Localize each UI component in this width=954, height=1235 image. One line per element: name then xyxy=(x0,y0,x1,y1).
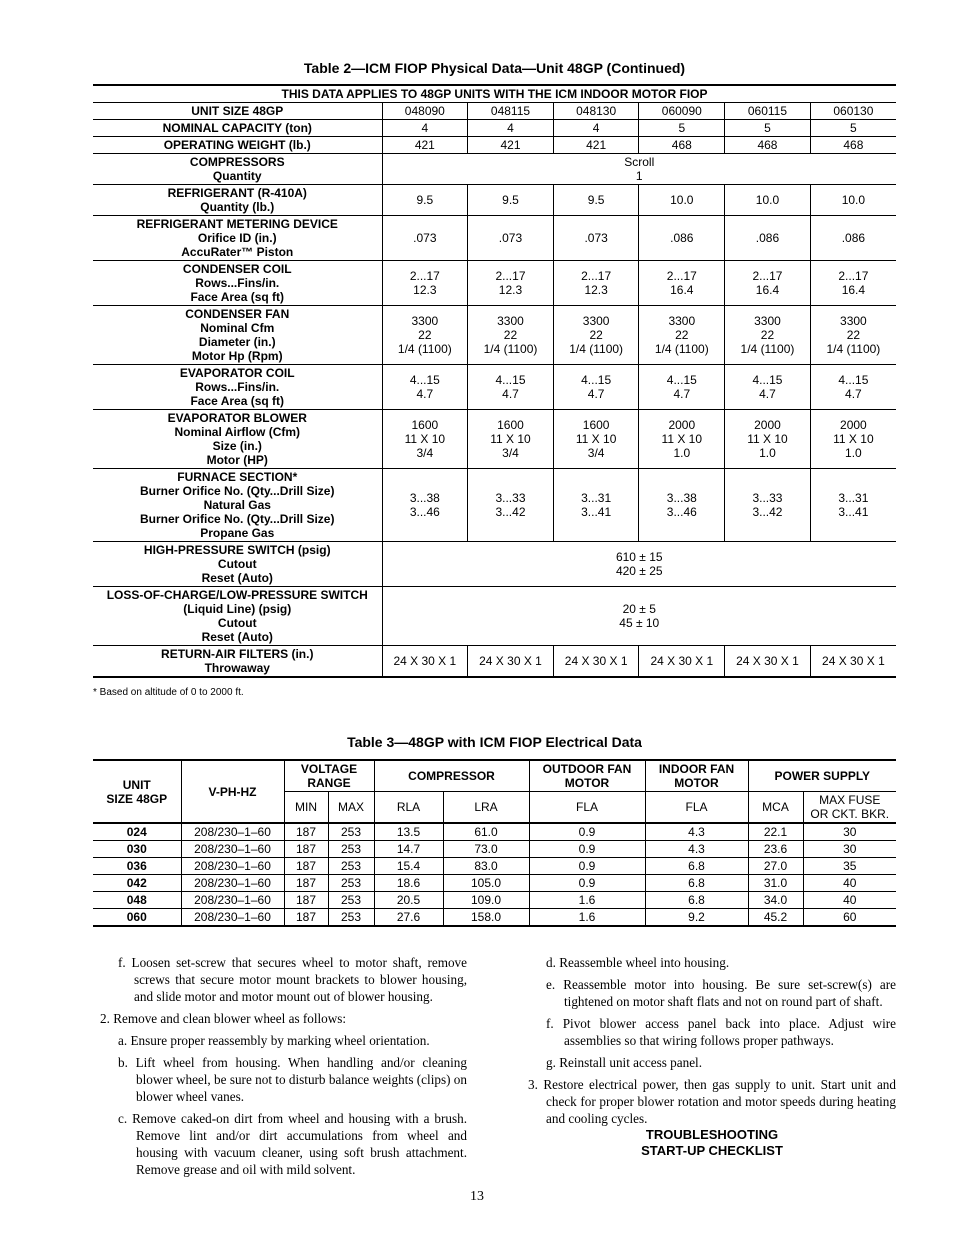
table-row xyxy=(93,306,896,365)
value-cell: 3...38 3...46 xyxy=(382,469,468,542)
step-a-text: a. Ensure proper reassembly by marking wheel orientation. xyxy=(118,1033,430,1048)
value-cell: 2000 11 X 10 1.0 xyxy=(810,410,896,469)
value-cell: 208/230–1–60 xyxy=(181,841,284,858)
value-cell: 468 xyxy=(810,137,896,154)
value-cell: 10.0 xyxy=(810,185,896,216)
value-cell: 6.8 xyxy=(645,858,748,875)
value-cell: 4...15 4.7 xyxy=(639,365,725,410)
table-row xyxy=(93,875,896,892)
row-label: LOSS-OF-CHARGE/LOW-PRESSURE SWITCH (Liquid Line) (psig) Cutout Reset (Auto) xyxy=(93,587,382,646)
value-cell: 3...33 3...42 xyxy=(725,469,811,542)
table-row xyxy=(93,185,896,216)
value-cell: 24 X 30 X 1 xyxy=(810,646,896,678)
value-cell: 048130 xyxy=(553,103,639,120)
value-cell: 3...31 3...41 xyxy=(810,469,896,542)
step-f-text: f. Loosen set-screw that secures wheel to motor shaft, remove screws that secure motor mount brackets to blower housing, and slide motor and motor mount out of blower housing. xyxy=(118,955,467,1004)
value-cell: 4.3 xyxy=(645,823,748,841)
value-cell: 6.8 xyxy=(645,892,748,909)
value-cell: 22.1 xyxy=(748,823,803,841)
value-cell: 253 xyxy=(328,909,374,927)
header-max: MAX xyxy=(328,792,374,824)
step-3-text: 3. Restore electrical power, then gas supply to unit. Start unit and check for proper blower rotation and motor speeds during heating and cooling cycles. xyxy=(528,1077,896,1126)
value-cell: 468 xyxy=(639,137,725,154)
header-vph: V-PH-HZ xyxy=(181,760,284,823)
spanned-value: 20 ± 5 45 ± 10 xyxy=(382,587,896,646)
value-cell: 31.0 xyxy=(748,875,803,892)
value-cell: 3300 22 1/4 (1100) xyxy=(639,306,725,365)
table-row xyxy=(93,103,896,120)
table-row xyxy=(93,261,896,306)
table-row xyxy=(93,120,896,137)
value-cell: 060090 xyxy=(639,103,725,120)
row-label: EVAPORATOR BLOWER Nominal Airflow (Cfm) Size (in.) Motor (HP) xyxy=(93,410,382,469)
header-max-fuse: MAX FUSE OR CKT. BKR. xyxy=(803,792,896,824)
value-cell: 3300 22 1/4 (1100) xyxy=(468,306,554,365)
value-cell: 9.5 xyxy=(382,185,468,216)
table-row xyxy=(93,587,896,646)
value-cell: 158.0 xyxy=(443,909,529,927)
value-cell: 13.5 xyxy=(374,823,443,841)
value-cell: 208/230–1–60 xyxy=(181,858,284,875)
value-cell: 9.5 xyxy=(468,185,554,216)
value-cell: 187 xyxy=(284,841,328,858)
unit-size-cell: 036 xyxy=(93,858,181,875)
row-label: FURNACE SECTION* Burner Orifice No. (Qty...Drill Size) Natural Gas Burner Orifice No. (Qty...Drill Size) Propane Gas xyxy=(93,469,382,542)
table-row xyxy=(93,154,896,185)
value-cell: 14.7 xyxy=(374,841,443,858)
value-cell: 2...17 12.3 xyxy=(468,261,554,306)
value-cell: 109.0 xyxy=(443,892,529,909)
value-cell: 2000 11 X 10 1.0 xyxy=(639,410,725,469)
unit-size-cell: 042 xyxy=(93,875,181,892)
value-cell: 4...15 4.7 xyxy=(468,365,554,410)
value-cell: 187 xyxy=(284,892,328,909)
troubleshooting-heading: TROUBLESHOOTING START-UP CHECKLIST xyxy=(641,1127,783,1158)
value-cell: 4 xyxy=(468,120,554,137)
value-cell: 5 xyxy=(810,120,896,137)
value-cell: 34.0 xyxy=(748,892,803,909)
value-cell: 2...17 16.4 xyxy=(810,261,896,306)
value-cell: 253 xyxy=(328,892,374,909)
step-c-text: c. Remove caked-on dirt from wheel and housing with a brush. Remove lint and/or dirt accumulations from wheel and housing with vacuum cleaner, using soft brush attachment. Remove grease and oil with mild solvent. xyxy=(118,1111,467,1177)
value-cell: 83.0 xyxy=(443,858,529,875)
value-cell: 1.6 xyxy=(529,909,645,927)
value-cell: 468 xyxy=(725,137,811,154)
value-cell: 10.0 xyxy=(639,185,725,216)
value-cell: 0.9 xyxy=(529,823,645,841)
value-cell: 2...17 12.3 xyxy=(553,261,639,306)
value-cell: 187 xyxy=(284,823,328,841)
unit-size-cell: 060 xyxy=(93,909,181,927)
value-cell: 2...17 16.4 xyxy=(725,261,811,306)
value-cell: 1600 11 X 10 3/4 xyxy=(382,410,468,469)
value-cell: 9.5 xyxy=(553,185,639,216)
value-cell: 253 xyxy=(328,875,374,892)
value-cell: 187 xyxy=(284,909,328,927)
table3-caption: Table 3—48GP with ICM FIOP Electrical Data xyxy=(347,734,642,750)
value-cell: 6.8 xyxy=(645,875,748,892)
row-label: CONDENSER FAN Nominal Cfm Diameter (in.) Motor Hp (Rpm) xyxy=(93,306,382,365)
table-row xyxy=(93,469,896,542)
row-label: CONDENSER COIL Rows...Fins/in. Face Area (sq ft) xyxy=(93,261,382,306)
value-cell: 4...15 4.7 xyxy=(810,365,896,410)
value-cell: .073 xyxy=(553,216,639,261)
value-cell: 5 xyxy=(639,120,725,137)
value-cell: .086 xyxy=(639,216,725,261)
value-cell: 3...31 3...41 xyxy=(553,469,639,542)
row-label: HIGH-PRESSURE SWITCH (psig) Cutout Reset (Auto) xyxy=(93,542,382,587)
row-label: OPERATING WEIGHT (lb.) xyxy=(93,137,382,154)
value-cell: 253 xyxy=(328,858,374,875)
value-cell: 0.9 xyxy=(529,841,645,858)
step-f2-text: f. Pivot blower access panel back into place. Adjust wire assemblies so that wiring follows proper pathways. xyxy=(546,1016,896,1048)
value-cell: 35 xyxy=(803,858,896,875)
right-column xyxy=(528,954,896,1159)
row-label: EVAPORATOR COIL Rows...Fins/in. Face Area (sq ft) xyxy=(93,365,382,410)
value-cell: 208/230–1–60 xyxy=(181,823,284,841)
value-cell: 048090 xyxy=(382,103,468,120)
value-cell: 60 xyxy=(803,909,896,927)
spanned-value: 610 ± 15 420 ± 25 xyxy=(382,542,896,587)
value-cell: 24 X 30 X 1 xyxy=(468,646,554,678)
value-cell: 208/230–1–60 xyxy=(181,909,284,927)
value-cell: 61.0 xyxy=(443,823,529,841)
value-cell: 5 xyxy=(725,120,811,137)
table-row xyxy=(93,858,896,875)
value-cell: 421 xyxy=(553,137,639,154)
value-cell: 24 X 30 X 1 xyxy=(553,646,639,678)
unit-size-cell: 024 xyxy=(93,823,181,841)
value-cell: 30 xyxy=(803,823,896,841)
table-row xyxy=(93,137,896,154)
value-cell: 24 X 30 X 1 xyxy=(382,646,468,678)
header-min: MIN xyxy=(284,792,328,824)
value-cell: 40 xyxy=(803,892,896,909)
physical-data-table xyxy=(93,84,896,678)
value-cell: 1600 11 X 10 3/4 xyxy=(553,410,639,469)
value-cell: 0.9 xyxy=(529,875,645,892)
value-cell: 187 xyxy=(284,858,328,875)
row-label: RETURN-AIR FILTERS (in.) Throwaway xyxy=(93,646,382,678)
value-cell: 24 X 30 X 1 xyxy=(639,646,725,678)
value-cell: 4...15 4.7 xyxy=(553,365,639,410)
page-number: 13 xyxy=(470,1189,484,1204)
value-cell: 3300 22 1/4 (1100) xyxy=(382,306,468,365)
step-e-text: e. Reassemble motor into housing. Be sure set-screw(s) are tightened on motor shaft flats and not on round part of shaft. xyxy=(546,977,896,1009)
row-label: REFRIGERANT METERING DEVICE Orifice ID (in.) AccuRater™ Piston xyxy=(93,216,382,261)
table-row xyxy=(93,365,896,410)
header-indoor-fan: INDOOR FAN MOTOR xyxy=(645,760,748,792)
table-row xyxy=(93,892,896,909)
value-cell: 208/230–1–60 xyxy=(181,892,284,909)
header-outdoor-fan: OUTDOOR FAN MOTOR xyxy=(529,760,645,792)
value-cell: 060115 xyxy=(725,103,811,120)
step-g-text: g. Reinstall unit access panel. xyxy=(546,1055,703,1070)
value-cell: 20.5 xyxy=(374,892,443,909)
value-cell: 2...17 12.3 xyxy=(382,261,468,306)
value-cell: 253 xyxy=(328,823,374,841)
value-cell: 1.6 xyxy=(529,892,645,909)
header-outdoor-fla: FLA xyxy=(529,792,645,824)
electrical-data-table xyxy=(93,759,896,927)
value-cell: 4 xyxy=(553,120,639,137)
value-cell: .086 xyxy=(725,216,811,261)
table2-footnote: * Based on altitude of 0 to 2000 ft. xyxy=(93,687,244,698)
value-cell: 9.2 xyxy=(645,909,748,927)
step-d-text: d. Reassemble wheel into housing. xyxy=(546,955,730,970)
value-cell: 3300 22 1/4 (1100) xyxy=(725,306,811,365)
value-cell: 4.3 xyxy=(645,841,748,858)
table2-banner: THIS DATA APPLIES TO 48GP UNITS WITH THE ICM INDOOR MOTOR FIOP xyxy=(93,85,896,103)
table-row xyxy=(93,410,896,469)
value-cell: 421 xyxy=(468,137,554,154)
value-cell: 3300 22 1/4 (1100) xyxy=(553,306,639,365)
value-cell: 15.4 xyxy=(374,858,443,875)
row-label: COMPRESSORS Quantity xyxy=(93,154,382,185)
value-cell: 0.9 xyxy=(529,858,645,875)
header-voltage-range: VOLTAGE RANGE xyxy=(284,760,374,792)
table-row xyxy=(93,542,896,587)
value-cell: 421 xyxy=(382,137,468,154)
table-row xyxy=(93,823,896,841)
table-row xyxy=(93,909,896,927)
value-cell: 3300 22 1/4 (1100) xyxy=(810,306,896,365)
value-cell: 24 X 30 X 1 xyxy=(725,646,811,678)
value-cell: 4...15 4.7 xyxy=(382,365,468,410)
value-cell: .073 xyxy=(468,216,554,261)
value-cell: .073 xyxy=(382,216,468,261)
left-column xyxy=(100,954,467,1183)
value-cell: 73.0 xyxy=(443,841,529,858)
row-label: UNIT SIZE 48GP xyxy=(93,103,382,120)
value-cell: 23.6 xyxy=(748,841,803,858)
value-cell: 45.2 xyxy=(748,909,803,927)
table-row xyxy=(93,646,896,678)
header-mca: MCA xyxy=(748,792,803,824)
header-lra: LRA xyxy=(443,792,529,824)
value-cell: 2000 11 X 10 1.0 xyxy=(725,410,811,469)
value-cell: 187 xyxy=(284,875,328,892)
value-cell: 2...17 16.4 xyxy=(639,261,725,306)
value-cell: 048115 xyxy=(468,103,554,120)
value-cell: 105.0 xyxy=(443,875,529,892)
header-power-supply: POWER SUPPLY xyxy=(748,760,896,792)
unit-size-cell: 030 xyxy=(93,841,181,858)
header-rla: RLA xyxy=(374,792,443,824)
value-cell: 060130 xyxy=(810,103,896,120)
table2-caption: Table 2—ICM FIOP Physical Data—Unit 48GP (Continued) xyxy=(303,60,686,76)
value-cell: 208/230–1–60 xyxy=(181,875,284,892)
header-unit-size: UNIT SIZE 48GP xyxy=(93,760,181,823)
spanned-value: Scroll 1 xyxy=(382,154,896,185)
value-cell: 27.6 xyxy=(374,909,443,927)
header-indoor-fla: FLA xyxy=(645,792,748,824)
value-cell: 3...33 3...42 xyxy=(468,469,554,542)
value-cell: 3...38 3...46 xyxy=(639,469,725,542)
table-row xyxy=(93,841,896,858)
row-label: NOMINAL CAPACITY (ton) xyxy=(93,120,382,137)
value-cell: 30 xyxy=(803,841,896,858)
step-b-text: b. Lift wheel from housing. When handling and/or cleaning blower wheel, be sure not to disturb balance weights (clips) on blower wheel vanes. xyxy=(118,1055,467,1104)
row-label: REFRIGERANT (R-410A) Quantity (lb.) xyxy=(93,185,382,216)
value-cell: 253 xyxy=(328,841,374,858)
unit-size-cell: 048 xyxy=(93,892,181,909)
header-compressor: COMPRESSOR xyxy=(374,760,529,792)
value-cell: 18.6 xyxy=(374,875,443,892)
value-cell: .086 xyxy=(810,216,896,261)
value-cell: 1600 11 X 10 3/4 xyxy=(468,410,554,469)
value-cell: 4 xyxy=(382,120,468,137)
step-2-text: 2. Remove and clean blower wheel as follows: xyxy=(100,1011,347,1026)
value-cell: 27.0 xyxy=(748,858,803,875)
value-cell: 40 xyxy=(803,875,896,892)
value-cell: 10.0 xyxy=(725,185,811,216)
table-row xyxy=(93,216,896,261)
value-cell: 4...15 4.7 xyxy=(725,365,811,410)
